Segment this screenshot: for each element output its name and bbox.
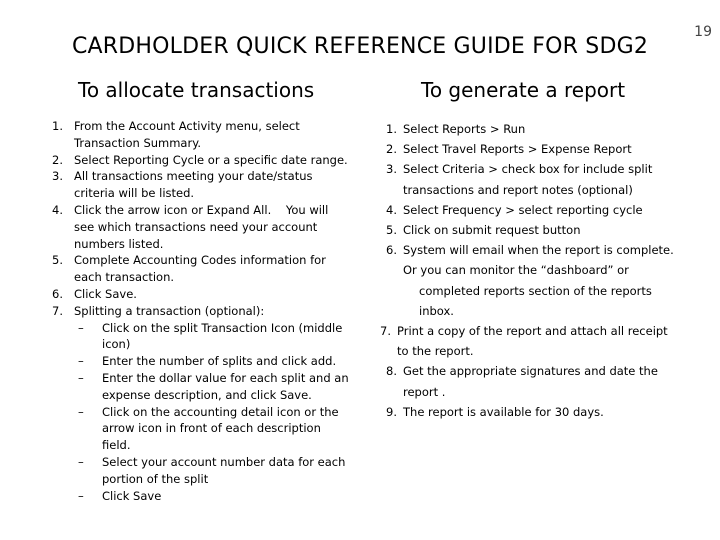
page-title: CARDHOLDER QUICK REFERENCE GUIDE FOR SDG2 (71, 34, 649, 59)
sub-step-text: Click Save (102, 488, 162, 503)
step-line: report . (403, 384, 446, 399)
step-number: 5. (52, 253, 63, 268)
dash-bullet: – (78, 354, 84, 369)
list-item (386, 200, 686, 220)
list-item (386, 361, 686, 401)
step-number: 2. (52, 152, 63, 167)
sub-step-text: Click on the split Transaction Icon (middle icon) (102, 320, 343, 352)
list-item (52, 202, 352, 252)
list-item (52, 303, 352, 320)
step-text: Splitting a transaction (optional): (74, 303, 265, 318)
step-text: Complete Accounting Codes information for each transaction. (74, 253, 326, 285)
step-line: Select Frequency > select reporting cycle (403, 202, 643, 217)
list-item (386, 159, 686, 199)
list-item (52, 252, 352, 286)
sub-list-item (52, 404, 352, 454)
list-item (386, 220, 686, 240)
step-line: Click on submit request button (403, 223, 581, 238)
list-item (52, 286, 352, 303)
step-line: Select Travel Reports > Expense Report (403, 142, 632, 157)
dash-bullet: – (78, 320, 84, 335)
step-line: Select Criteria > check box for include split (403, 162, 653, 177)
sub-step-text: Select your account number data for each portion of the split (102, 454, 346, 486)
step-number: 1. (386, 122, 397, 136)
list-item (380, 321, 686, 361)
step-line: to the report. (397, 344, 474, 359)
step-number: 4. (386, 202, 397, 217)
sub-list-item (52, 370, 352, 404)
step-line: Print a copy of the report and attach all receipt (397, 324, 668, 339)
allocate-steps-list (52, 118, 352, 504)
dash-bullet: – (78, 404, 84, 419)
list-item (52, 118, 352, 152)
list-item (52, 152, 352, 169)
step-number: 6. (52, 286, 63, 301)
sub-list-item (52, 353, 352, 370)
list-item (386, 240, 686, 321)
allocate-heading: To allocate transactions (78, 78, 315, 102)
step-line: System will email when the report is complete. (403, 243, 674, 258)
sub-step-text: Enter the number of splits and click add. (102, 354, 337, 369)
sub-list-item (52, 488, 352, 505)
step-number: 7. (52, 303, 63, 318)
step-text: Click the arrow icon or Expand All. You will see which transactions need your account numbers listed. (74, 202, 332, 251)
step-number: 1. (52, 119, 63, 133)
sub-list-item (52, 454, 352, 488)
sub-step-text: Click on the accounting detail icon or the arrow icon in front of each description field. (102, 404, 339, 453)
step-number: 5. (386, 223, 397, 238)
list-item (386, 402, 686, 422)
step-line: The report is available for 30 days. (403, 404, 604, 419)
step-number: 3. (386, 162, 397, 177)
sub-list-item (52, 320, 352, 354)
report-heading: To generate a report (421, 78, 626, 102)
step-number: 8. (386, 364, 397, 379)
dash-bullet: – (78, 370, 84, 385)
list-item (52, 168, 352, 202)
step-line: Select Reports > Run (403, 122, 526, 136)
dash-bullet: – (78, 454, 84, 469)
step-number: 2. (386, 142, 397, 157)
step-number: 3. (52, 169, 63, 184)
page-number: 19 (694, 24, 712, 40)
dash-bullet: – (78, 488, 84, 503)
sub-step-text: Enter the dollar value for each split and an expense description, and click Save. (102, 370, 349, 402)
list-item (386, 119, 686, 139)
step-number: 7. (380, 324, 391, 339)
step-text: Select Reporting Cycle or a specific date range. (74, 152, 348, 167)
step-line: Or you can monitor the “dashboard” or (403, 263, 629, 278)
step-text: All transactions meeting your date/status criteria will be listed. (74, 169, 313, 201)
step-number: 6. (386, 243, 397, 258)
step-line: transactions and report notes (optional) (403, 182, 633, 197)
step-text: From the Account Activity menu, select Transaction Summary. (74, 119, 300, 150)
step-line: Get the appropriate signatures and date the (403, 364, 658, 379)
step-number: 4. (52, 202, 63, 217)
step-line: completed reports section of the reports inbox. (419, 283, 652, 318)
report-steps-list (380, 119, 686, 422)
step-number: 9. (386, 404, 397, 419)
step-text: Click Save. (74, 286, 137, 301)
list-item (386, 139, 686, 159)
